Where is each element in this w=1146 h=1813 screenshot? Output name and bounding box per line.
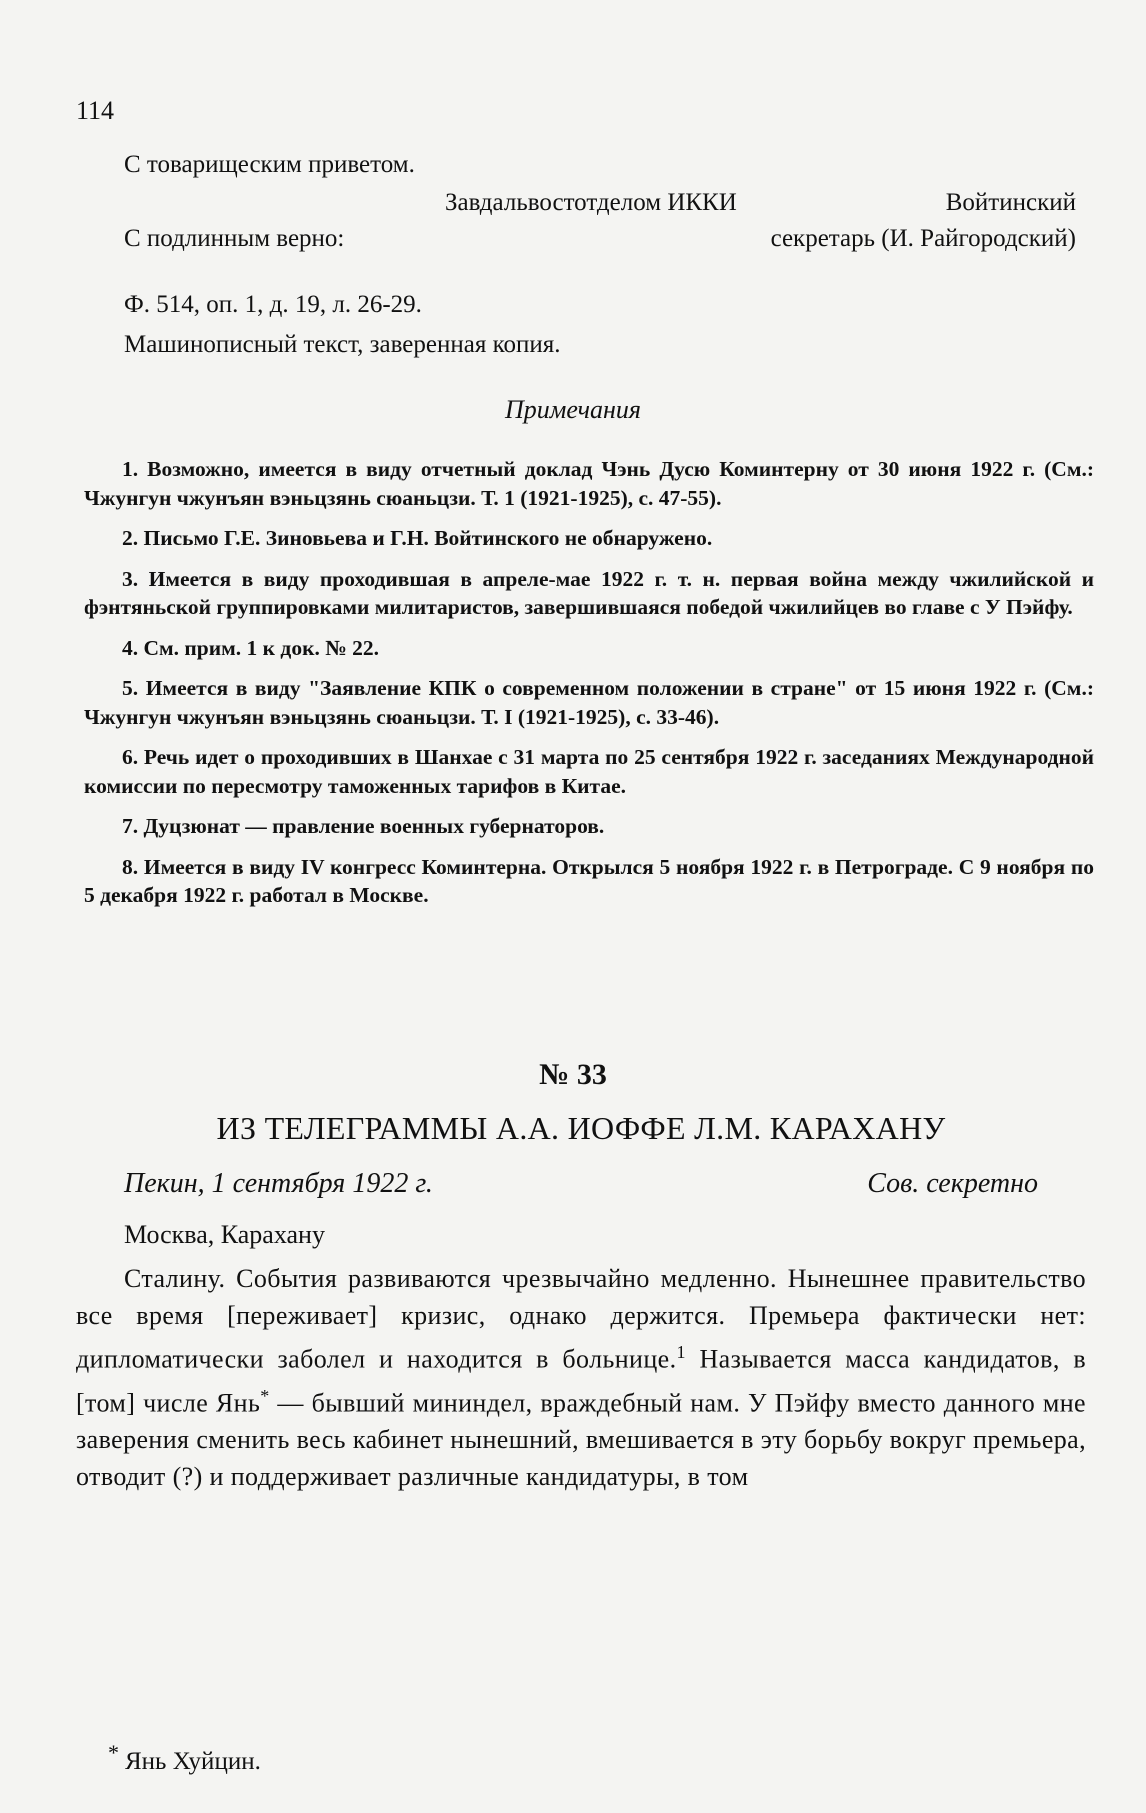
notes-list [84,455,1094,922]
page-number: 114 [76,96,115,125]
archive-type: Машинописный текст, заверенная копия. [124,331,561,358]
document-title: ИЗ ТЕЛЕГРАММЫ А.А. ИОФФЕ Л.М. КАРАХАНУ [216,1110,946,1146]
note-item: 2. Письмо Г.Е. Зиновьева и Г.Н. Войтинского не обнаружено. [122,526,713,550]
note-item: 6. Речь идет о проходивших в Шанхае с 31 марта по 25 сентября 1922 г. заседаниях Международной комиссии по пересмотру таможенных тарифов в Китае. [84,745,1094,798]
telegram-body [76,1260,1086,1495]
addressee: Москва, Карахану [124,1220,325,1249]
notes-heading: Примечания [505,395,641,424]
note-item: 3. Имеется в виду проходившая в апреле-мае 1922 г. т. н. первая война между чжилийской и фэнтяньской группировками милитаристов, завершившаяся победой чжилийцев во главе с У Пэйфу. [84,566,1094,619]
footnote-mark: * [108,1739,119,1765]
body-text: Сталину. События развиваются чрезвычайно медленно. Нынешнее правительство все время [переживает] кризис, однако держится. Премьера фактически нет: дипломатически заболел и находится в больнице. [76,1264,1086,1374]
body-text: Называется масса кандидатов, в [том] числе Янь [76,1344,1087,1418]
body-text: — бывший мининдел, враждебный нам. У Пэйфу вместо данного мне заверения сменить весь кабинет нынешний, вмешивается в эту борьбу вокруг премьера, отводит (?) и поддерживает различные кандидатуры, в том [76,1388,1086,1492]
footnote [108,1739,261,1776]
note-item: 7. Дуцзюнат — правление военных губернаторов. [122,814,605,838]
closing-greeting: С товарищеским приветом. [124,151,415,178]
footnote-ref: 1 [676,1342,686,1362]
document-number: № 33 [539,1058,607,1091]
note-item: 5. Имеется в виду "Заявление КПК о современном положении в стране" от 15 июня 1922 г. (См.: Чжунгун чжунъян вэньцзянь сюаньцзи. Т. I (1921-1925), с. 33-46). [84,676,1094,729]
classification: Сов. секретно [867,1168,1038,1199]
footnote-text: Янь Хуйцин. [125,1748,261,1775]
closing-department: Завдальвостотделом ИККИ [445,189,737,216]
note-item: 4. См. прим. 1 к док. № 22. [122,635,380,660]
closing-secretary: секретарь (И. Райгородский) [770,225,1076,252]
note-item: 8. Имеется в виду IV конгресс Коминтерна. Открылся 5 ноября 1922 г. в Петрограде. С 9 ноября по 5 декабря 1922 г. работал в Москве. [84,854,1094,907]
closing-signer: Войтинский [945,189,1076,216]
footnote-ref: * [260,1385,270,1406]
closing-certified: С подлинным верно: [124,225,345,252]
place-date: Пекин, 1 сентября 1922 г. [124,1168,433,1199]
note-item: 1. Возможно, имеется в виду отчетный доклад Чэнь Дусю Коминтерну от 30 июня 1922 г. (См.: Чжунгун чжунъян вэньцзянь сюаньцзи. Т. 1 (1921-1925), с. 47-55). [84,457,1094,510]
archive-reference: Ф. 514, оп. 1, д. 19, л. 26-29. [124,291,422,318]
